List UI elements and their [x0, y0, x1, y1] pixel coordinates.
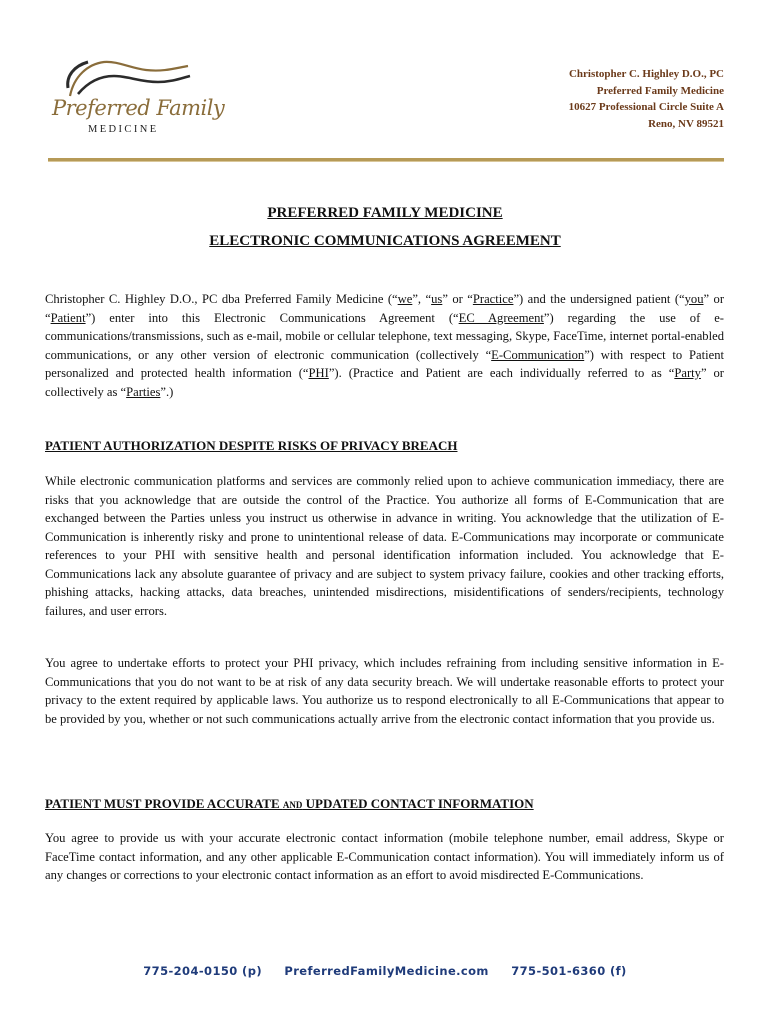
address-line-2: Preferred Family Medicine	[596, 84, 724, 97]
intro-text: ”) and the undersigned patient (“	[513, 292, 685, 306]
intro-text: ”) regarding the use of e-communications/transmissions, such as e-mail, mobile or cellular telephone, text messaging, Skype, FaceTime, internet portal-enabled communications, or any other version of electronic communication (collectively “	[45, 310, 725, 362]
section-heading-authorization: PATIENT AUTHORIZATION DESPITE RISKS OF PRIVACY BREACH	[45, 438, 458, 453]
header-divider	[48, 158, 724, 162]
address-line-1: Christopher C. Highley D.O., PC	[568, 68, 724, 80]
heading-part-a: PATIENT MUST PROVIDE ACCURATE	[45, 796, 283, 811]
defined-term: E-Communication	[491, 347, 585, 362]
logo	[48, 58, 225, 138]
defined-term: us	[431, 292, 443, 306]
intro-text: ” or “	[442, 292, 473, 306]
footer-website: PreferredFamilyMedicine.com	[284, 964, 489, 978]
authorization-paragraph-1: While electronic communication platforms and services are commonly relied upon to achieve communication immediacy, there are risks that you acknowledge that are outside the control of the Practice. You authorize all forms of E-Communication that are exchanged between the Parties unless you instruct us otherwise in advance in writing. You acknowledge that the utilization of E-Communication is inherently risky and prone to unintentional release of data. E-Communications may incorporate or communicate references to your PHI with sensitive health and personal identification information included. You acknowledge that E-Communications lack any absolute guarantee of privacy and are subject to system privacy failure, cookies and other tracking efforts, phishing attacks, hacking attacks, data breaches, unintended misdirections, misidentifications of senders/recipients, technology failures, and user errors.	[45, 474, 724, 618]
defined-term: EC Agreement	[458, 310, 544, 325]
document-title: PREFERRED FAMILY MEDICINE	[267, 205, 503, 221]
footer	[0, 964, 770, 978]
defined-term: PHI	[308, 366, 329, 380]
defined-term: Party	[674, 366, 701, 380]
logo-subtitle: MEDICINE	[88, 124, 159, 135]
contact-paragraph: You agree to provide us with your accurate electronic contact information (mobile telephone number, email address, Skype or FaceTime contact information, and any other applicable E-Communication contact information). You will immediately inform us of any changes or corrections to your electronic contact information as an effort to avoid misdirected E-Communications.	[45, 831, 724, 882]
logo-script-text: Preferred Family	[52, 96, 225, 120]
intro-text: ” or collectively as “	[45, 366, 724, 399]
logo-mountain-icon	[48, 58, 208, 100]
footer-fax: 775-501-6360 (f)	[511, 964, 627, 978]
defined-term: Patient	[50, 310, 86, 325]
intro-text: ”) enter into this Electronic Communications Agreement (“	[85, 310, 459, 325]
heading-part-b: UPDATED CONTACT INFORMATION	[302, 796, 534, 811]
intro-text: ”, “	[412, 292, 432, 306]
document-subtitle: ELECTRONIC COMMUNICATIONS AGREEMENT	[209, 233, 561, 249]
defined-term: we	[397, 292, 413, 306]
intro-paragraph	[45, 290, 724, 401]
address-line-3: 10627 Professional Circle Suite A	[568, 101, 724, 113]
footer-phone: 775-204-0150 (p)	[143, 964, 262, 978]
authorization-paragraph-2: You agree to undertake efforts to protect your PHI privacy, which includes refraining from including sensitive information in E-Communications that you do not want to be at risk of any data security breach. We will undertake reasonable efforts to protect your privacy to the extent required by applicable laws. You authorize us to respond electronically to all E-Communications that appear to be provided by you, whether or not such communications actually arrive from the electronic contact information that you provide us.	[45, 656, 724, 726]
practice-address	[569, 66, 724, 132]
heading-and: AND	[282, 800, 303, 810]
section-heading-contact	[45, 796, 534, 812]
defined-term: Parties	[126, 384, 161, 399]
intro-text: ”.)	[160, 384, 174, 399]
defined-term: Practice	[472, 292, 514, 306]
address-line-4: Reno, NV 89521	[648, 117, 724, 130]
intro-text: ” or “	[45, 292, 725, 325]
intro-text: ”) with respect to Patient personalized and protected health information (“	[45, 347, 725, 380]
intro-text: Christopher C. Highley D.O., PC dba Preferred Family Medicine (“	[45, 292, 398, 306]
intro-text: ”). (Practice and Patient are each individually referred to as “	[328, 366, 675, 380]
defined-term: you	[684, 292, 704, 306]
